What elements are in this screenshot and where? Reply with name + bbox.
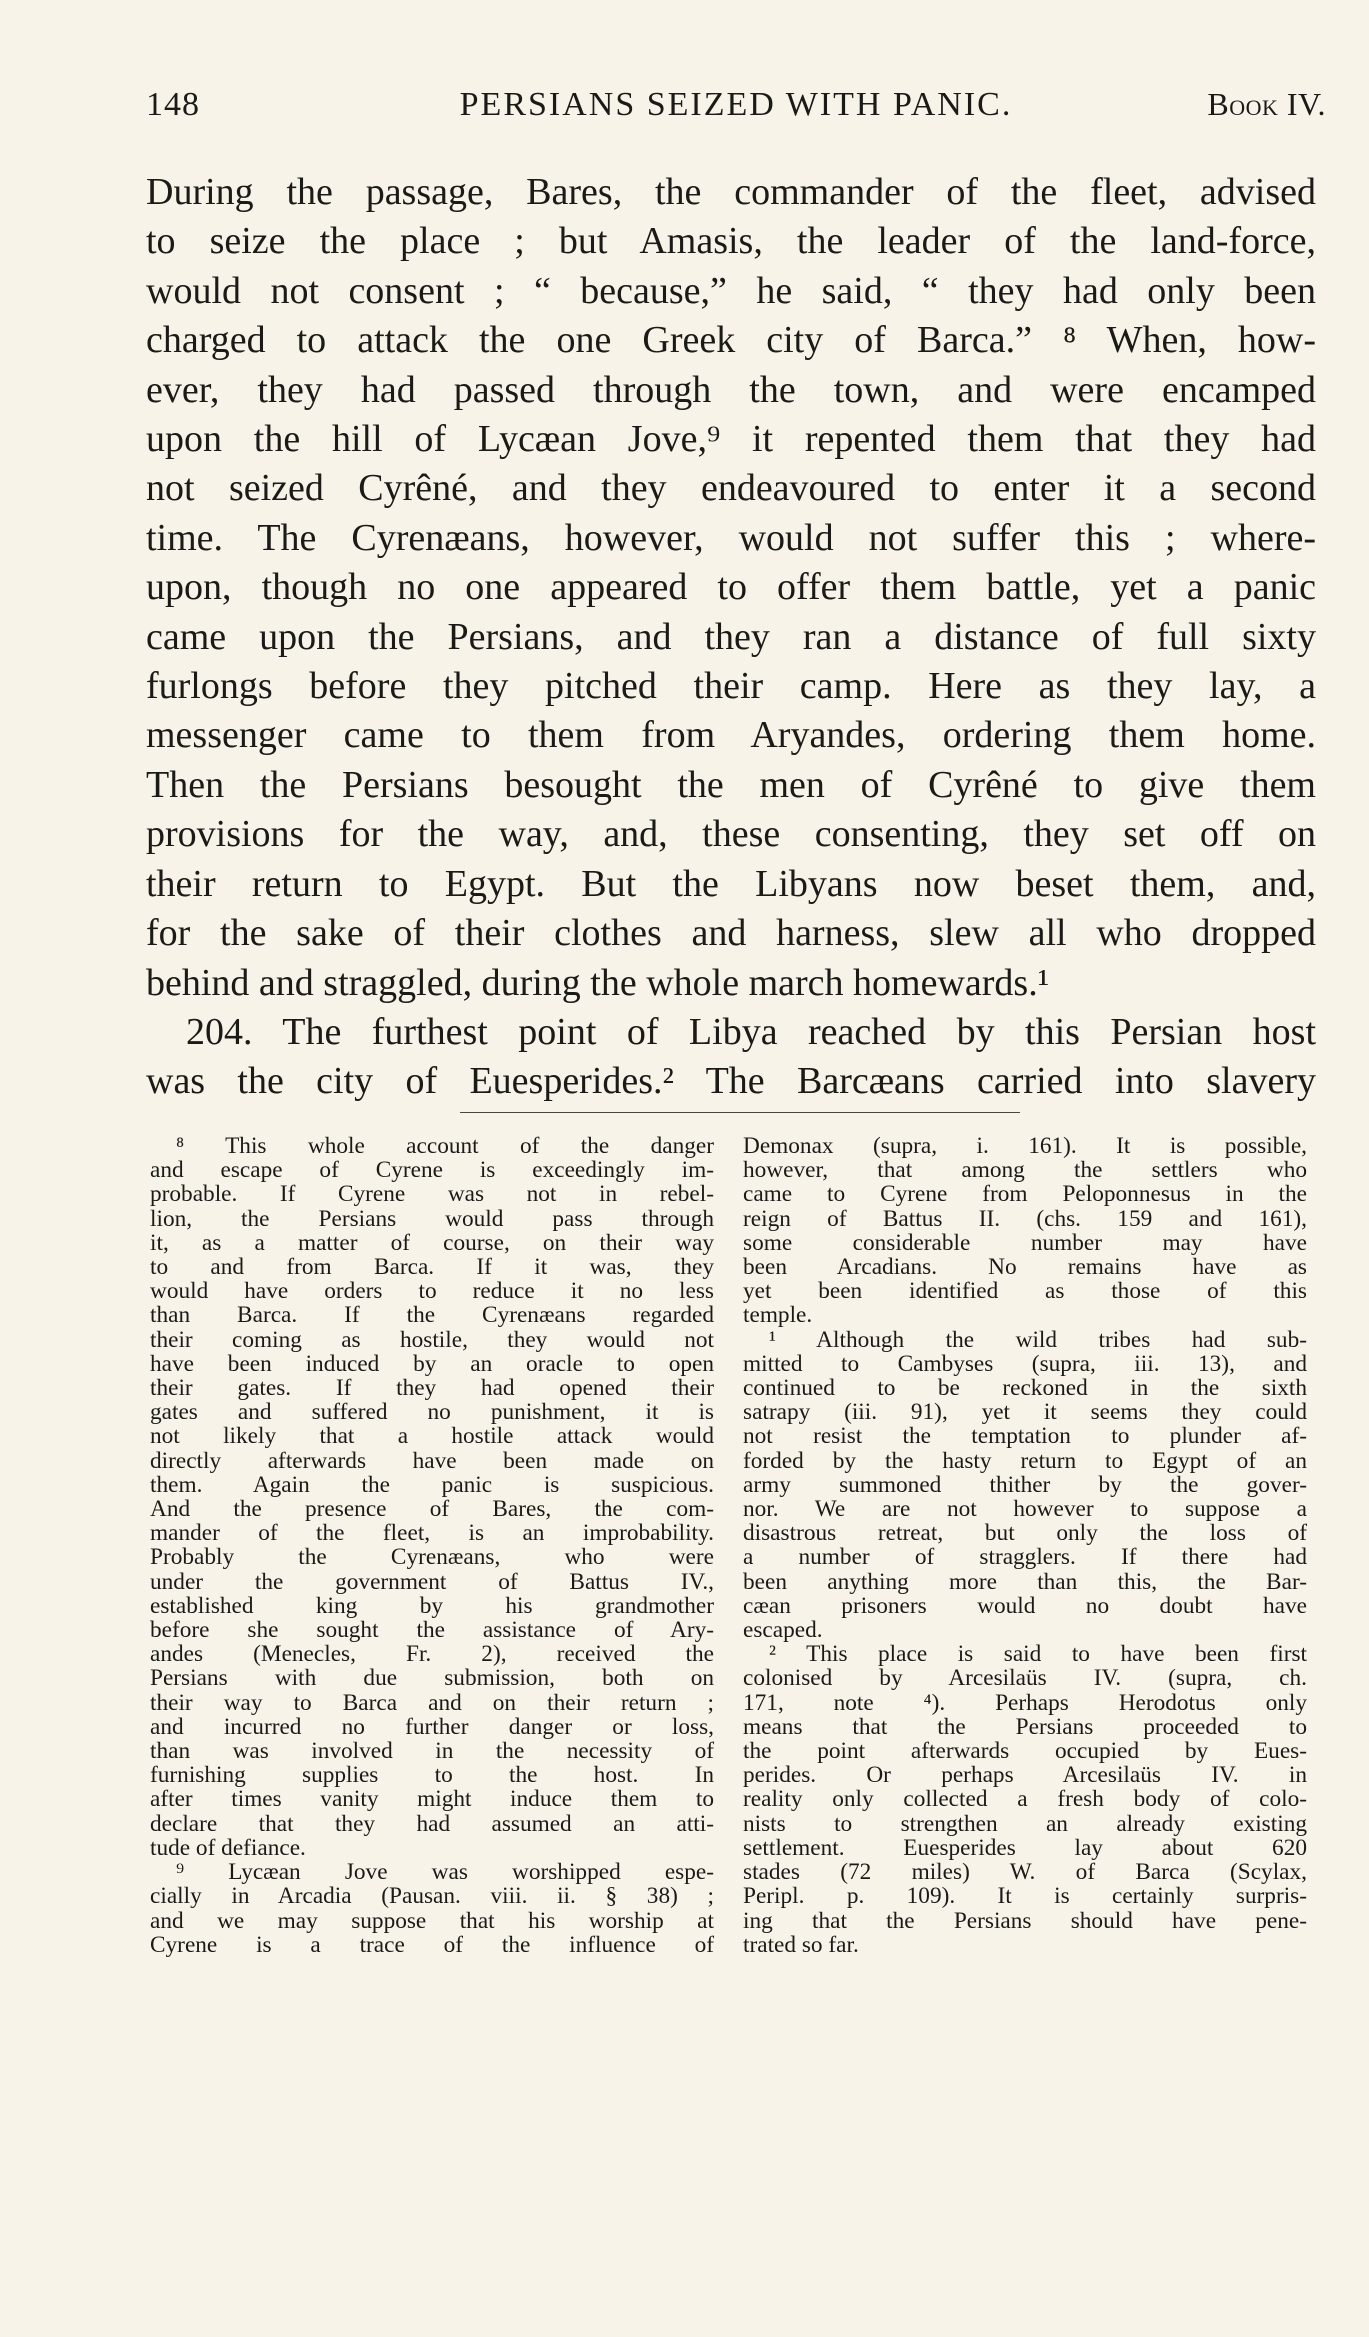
body-line: messenger came to them from Aryandes, ordering them home. <box>146 714 1316 757</box>
footnote-line: before she sought the assistance of Ary- <box>150 1617 714 1644</box>
footnote-line: means that the Persians proceeded to <box>743 1713 1307 1740</box>
footnote-line: ing that the Persians should have pene- <box>743 1907 1307 1934</box>
body-line: provisions for the way, and, these consenting, they set off on <box>146 813 1316 856</box>
footnote-line: nor. We are not however to suppose a <box>743 1496 1307 1523</box>
footnote-line: than was involved in the necessity of <box>150 1738 714 1765</box>
footnote-line: would have orders to reduce it no less <box>150 1278 714 1305</box>
footnote-line: some considerable number may have <box>743 1229 1307 1256</box>
main-paragraph <box>146 168 1316 1107</box>
footnote-line: declare that they had assumed an atti- <box>150 1810 714 1837</box>
main-text <box>146 168 1316 1107</box>
footnote-line: Probably the Cyrenæans, who were <box>150 1544 714 1571</box>
footnote-line: not resist the temptation to plunder af- <box>743 1423 1307 1450</box>
footnote-line: their way to Barca and on their return ; <box>150 1689 714 1716</box>
body-line: was the city of Euesperides.² The Barcæans carried into slavery <box>146 1060 1316 1103</box>
body-line: Then the Persians besought the men of Cyrêné to give them <box>146 763 1316 806</box>
footnote-line: directly afterwards have been made on <box>150 1447 714 1474</box>
footnote-line: ⁸ This whole account of the danger <box>176 1133 714 1159</box>
footnote-line: Peripl. p. 109). It is certainly surpris- <box>743 1883 1307 1910</box>
body-line: charged to attack the one Greek city of Barca.” ⁸ When, how- <box>146 319 1316 362</box>
footnote-line: came to Cyrene from Peloponnesus in the <box>743 1181 1307 1208</box>
body-line: During the passage, Bares, the commander of the fleet, advised <box>146 171 1316 213</box>
footnote-line: their coming as hostile, they would not <box>150 1326 714 1353</box>
footnote-line: disastrous retreat, but only the loss of <box>743 1520 1307 1547</box>
footnote-line: escaped. <box>743 1617 823 1644</box>
footnote-line: tude of defiance. <box>150 1834 306 1861</box>
footnote-line: nists to strengthen an already existing <box>743 1810 1307 1837</box>
footnote-line: forded by the hasty return to Egypt of an <box>743 1447 1307 1474</box>
footnote-line: and incurred no further danger or loss, <box>150 1713 714 1740</box>
footnote-line: lion, the Persians would pass through <box>150 1205 714 1232</box>
footnote-line: Demonax (supra, i. 161). It is possible, <box>743 1133 1307 1159</box>
body-line: not seized Cyrêné, and they endeavoured to enter it a second <box>146 467 1316 510</box>
body-line: furlongs before they pitched their camp. Here as they lay, a <box>146 665 1316 708</box>
body-line: behind and straggled, during the whole march homewards.¹ <box>146 961 1050 1004</box>
footnote-line: settlement. Euesperides lay about 620 <box>743 1834 1307 1861</box>
footnotes-right-column <box>743 1134 1307 1957</box>
footnote-line: army summoned thither by the gover- <box>743 1471 1307 1498</box>
footnote-divider <box>460 1112 1020 1113</box>
footnote-line: mitted to Cambyses (supra, iii. 13), and <box>743 1350 1307 1377</box>
footnote-line: cially in Arcadia (Pausan. viii. ii. § 38) ; <box>150 1883 714 1910</box>
footnote-line: Cyrene is a trace of the influence of <box>150 1931 714 1958</box>
footnote-line: established king by his grandmother <box>150 1592 714 1619</box>
footnote-line: a number of stragglers. If there had <box>743 1544 1307 1571</box>
footnote-line: have been induced by an oracle to open <box>150 1350 714 1377</box>
footnote-line: andes (Menecles, Fr. 2), received the <box>150 1641 714 1668</box>
body-line: ever, they had passed through the town, and were encamped <box>146 368 1316 411</box>
footnote-line: however, that among the settlers who <box>743 1157 1307 1184</box>
footnote-line: mander of the fleet, is an improbability. <box>150 1520 714 1547</box>
footnote-line: been Arcadians. No remains have as <box>743 1254 1307 1281</box>
body-line: would not consent ; “ because,” he said, “ they had only been <box>146 269 1316 312</box>
footnote-line: stades (72 miles) W. of Barca (Scylax, <box>743 1859 1307 1886</box>
footnote-line: perides. Or perhaps Arcesilaüs IV. in <box>743 1762 1307 1789</box>
footnote-line: reign of Battus II. (chs. 159 and 161), <box>743 1205 1307 1232</box>
footnote-line: ² This place is said to have been first <box>769 1641 1307 1668</box>
footnote-line: under the government of Battus IV., <box>150 1568 714 1595</box>
body-line: their return to Egypt. But the Libyans now beset them, and, <box>146 862 1316 905</box>
running-header <box>146 86 1326 132</box>
footnote-line: the point afterwards occupied by Eues- <box>743 1738 1307 1765</box>
running-title: PERSIANS SEIZED WITH PANIC. <box>459 86 1013 123</box>
footnote-line: ⁹ Lycæan Jove was worshipped espe- <box>176 1859 714 1886</box>
footnote-line: gates and suffered no punishment, it is <box>150 1399 714 1426</box>
footnote-line: ¹ Although the wild tribes had sub- <box>769 1326 1307 1353</box>
footnote-line: and escape of Cyrene is exceedingly im- <box>150 1157 714 1184</box>
footnote-line: probable. If Cyrene was not in rebel- <box>150 1181 714 1208</box>
footnote-line: it, as a matter of course, on their way <box>150 1229 714 1256</box>
footnote-line: their gates. If they had opened their <box>150 1375 714 1402</box>
body-line: upon the hill of Lycæan Jove,⁹ it repented them that they had <box>146 418 1316 461</box>
footnote-line: temple. <box>743 1302 813 1329</box>
footnote-line: reality only collected a fresh body of colo- <box>743 1786 1307 1813</box>
footnote-line: 171, note ⁴). Perhaps Herodotus only <box>743 1689 1307 1716</box>
body-line: came upon the Persians, and they ran a distance of full sixty <box>146 615 1316 658</box>
page-number: 148 <box>146 86 200 123</box>
footnote-line: than Barca. If the Cyrenæans regarded <box>150 1302 714 1329</box>
footnotes-left-column <box>150 1134 714 1957</box>
footnote-line: satrapy (iii. 91), yet it seems they could <box>743 1399 1307 1426</box>
footnote-line: continued to be reckoned in the sixth <box>743 1375 1307 1402</box>
body-line: for the sake of their clothes and harness, slew all who dropped <box>146 912 1316 955</box>
book-label: Book IV. <box>1207 86 1326 122</box>
footnote-line: And the presence of Bares, the com- <box>150 1496 714 1523</box>
footnote-line: colonised by Arcesilaüs IV. (supra, ch. <box>743 1665 1307 1692</box>
body-line: 204. The furthest point of Libya reached by this Persian host <box>186 1010 1316 1053</box>
footnote-line: them. Again the panic is suspicious. <box>150 1471 714 1498</box>
footnote-line: to and from Barca. If it was, they <box>150 1254 714 1281</box>
footnote-line: and we may suppose that his worship at <box>150 1907 714 1934</box>
footnote-line: after times vanity might induce them to <box>150 1786 714 1813</box>
footnote-line: Persians with due submission, both on <box>150 1665 714 1692</box>
footnote-line: been anything more than this, the Bar- <box>743 1568 1307 1595</box>
footnote-line: cæan prisoners would no doubt have <box>743 1592 1307 1619</box>
body-line: time. The Cyrenæans, however, would not suffer this ; where- <box>146 516 1316 559</box>
body-line: to seize the place ; but Amasis, the leader of the land-force, <box>146 220 1316 263</box>
body-line: upon, though no one appeared to offer them battle, yet a panic <box>146 566 1316 609</box>
footnote-line: furnishing supplies to the host. In <box>150 1762 714 1789</box>
footnote-line: trated so far. <box>743 1931 859 1958</box>
footnote-line: yet been identified as those of this <box>743 1278 1307 1305</box>
footnote-line: not likely that a hostile attack would <box>150 1423 714 1450</box>
